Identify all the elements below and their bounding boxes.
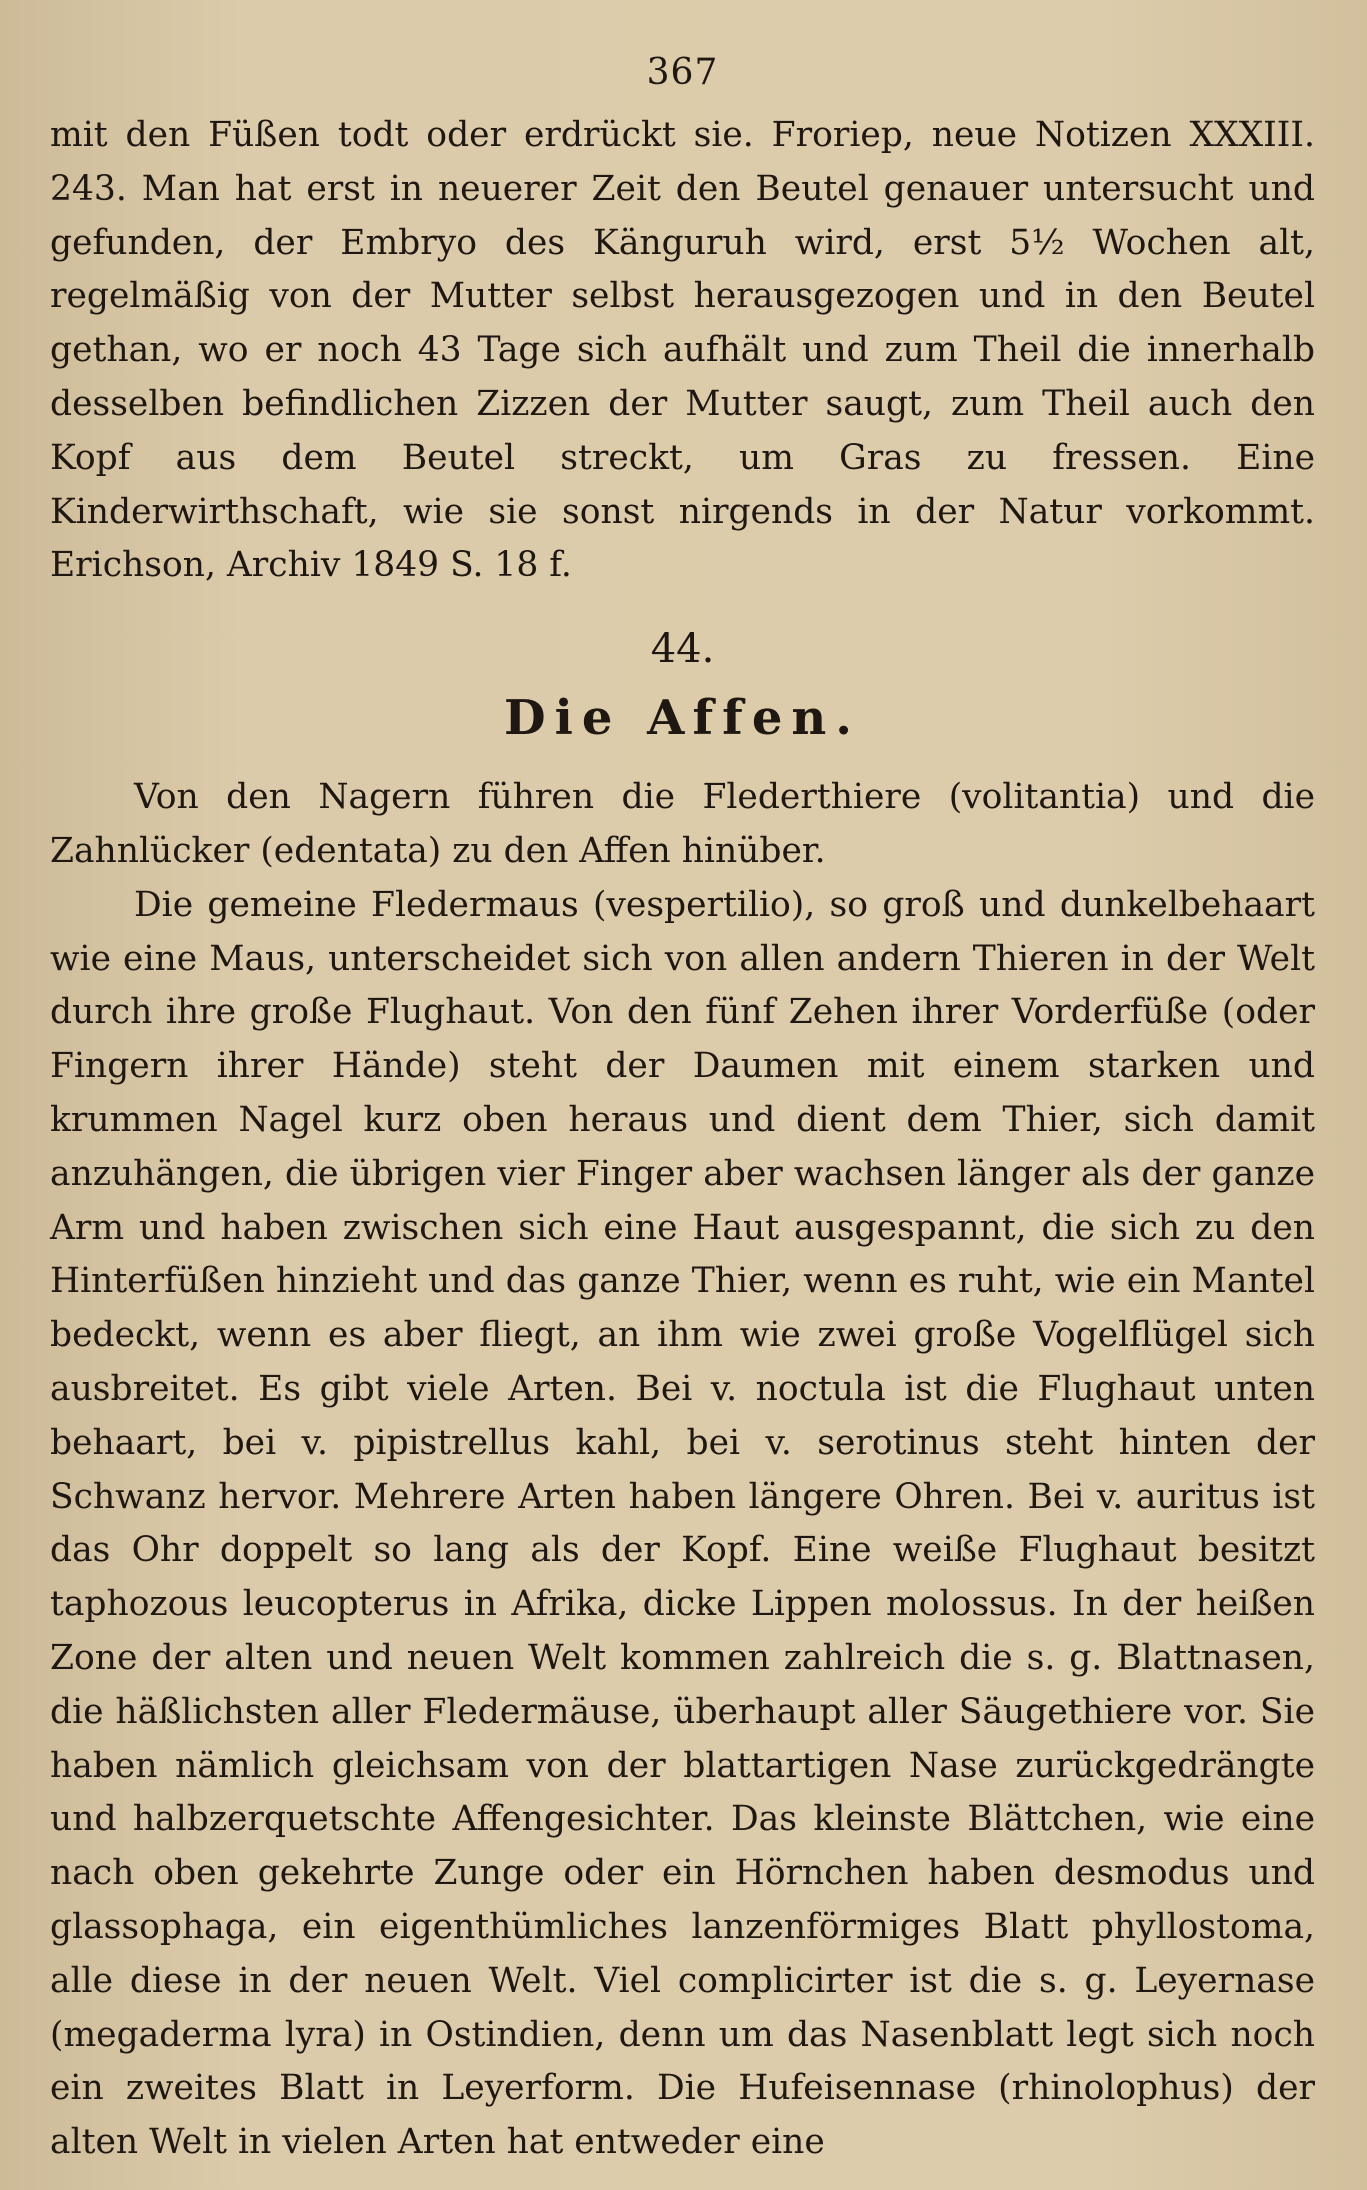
paragraph-intro: Von den Nagern führen die Flederthiere (volitantia) und die Zahnlücker (edentata) zu den Affen hinüber. (50, 777, 1315, 871)
page-number: 367 (646, 52, 719, 93)
paragraph-fledermaus: Die gemeine Fledermaus (vespertilio), so groß und dunkelbehaart wie eine Maus, unterscheidet sich von allen andern Thieren in der Welt durch ihre große Flughaut. Von den fünf Zehen ihrer Vorderfüße (oder Fingern ihrer Hände) steht der Daumen mit einem starken und krummen Nagel kurz oben heraus und dient dem Thier, sich damit anzuhängen, die übrigen vier Finger aber wachsen länger als der ganze Arm und haben zwischen sich eine Haut ausgespannt, die sich zu den Hinterfüßen hinzieht und das ganze Thier, wenn es ruht, wie ein Mantel bedeckt, wenn es aber fliegt, an ihm wie zwei große Vogelflügel sich ausbreitet. Es gibt viele Arten. Bei v. noctula ist die Flughaut unten behaart, bei v. pipistrellus kahl, bei v. serotinus steht hinten der Schwanz hervor. Mehrere Arten haben längere Ohren. Bei v. auritus ist das Ohr doppelt so lang als der Kopf. Eine weiße Flughaut besitzt taphozous leucopterus in Afrika, dicke Lippen molossus. In der heißen Zone der alten und neuen Welt kommen zahlreich die s. g. Blattnasen, die häßlichsten aller Fledermäuse, überhaupt aller Säugethiere vor. Sie haben nämlich gleichsam von der blattartigen Nase zurückgedrängte und halbzerquetschte Affengesichter. Das kleinste Blättchen, wie eine nach oben gekehrte Zunge oder ein Hörnchen haben desmodus und glassophaga, ein eigenthümliches lanzenförmiges Blatt phyllostoma, alle diese in der neuen Welt. Viel complicirter ist die s. g. Leyernase (megaderma lyra) in Ostindien, denn um das Nasenblatt legt sich noch ein zweites Blatt in Leyerform. Die Hufeisennase (rhinolophus) der alten Welt in vielen Arten hat entweder eine (50, 884, 1315, 2163)
section-title: Die Affen. (504, 690, 861, 747)
section-number: 44. (650, 626, 715, 673)
paragraph-continuation: mit den Füßen todt oder erdrückt sie. Froriep, neue Notizen XXXIII. 243. Man hat erst in neuerer Zeit den Beutel genauer untersucht und gefunden, der Embryo des Känguruh wird, erst 5½ Wochen alt, regelmäßig von der Mutter selbst herausgezogen und in den Beutel gethan, wo er noch 43 Tage sich aufhält und zum Theil die innerhalb desselben befindlichen Zizzen der Mutter saugt, zum Theil auch den Kopf aus dem Beutel streckt, um Gras zu fressen. Eine Kinderwirthschaft, wie sie sonst nirgends in der Natur vorkommt. Erichson, Archiv 1849 S. 18 f. (50, 115, 1315, 586)
